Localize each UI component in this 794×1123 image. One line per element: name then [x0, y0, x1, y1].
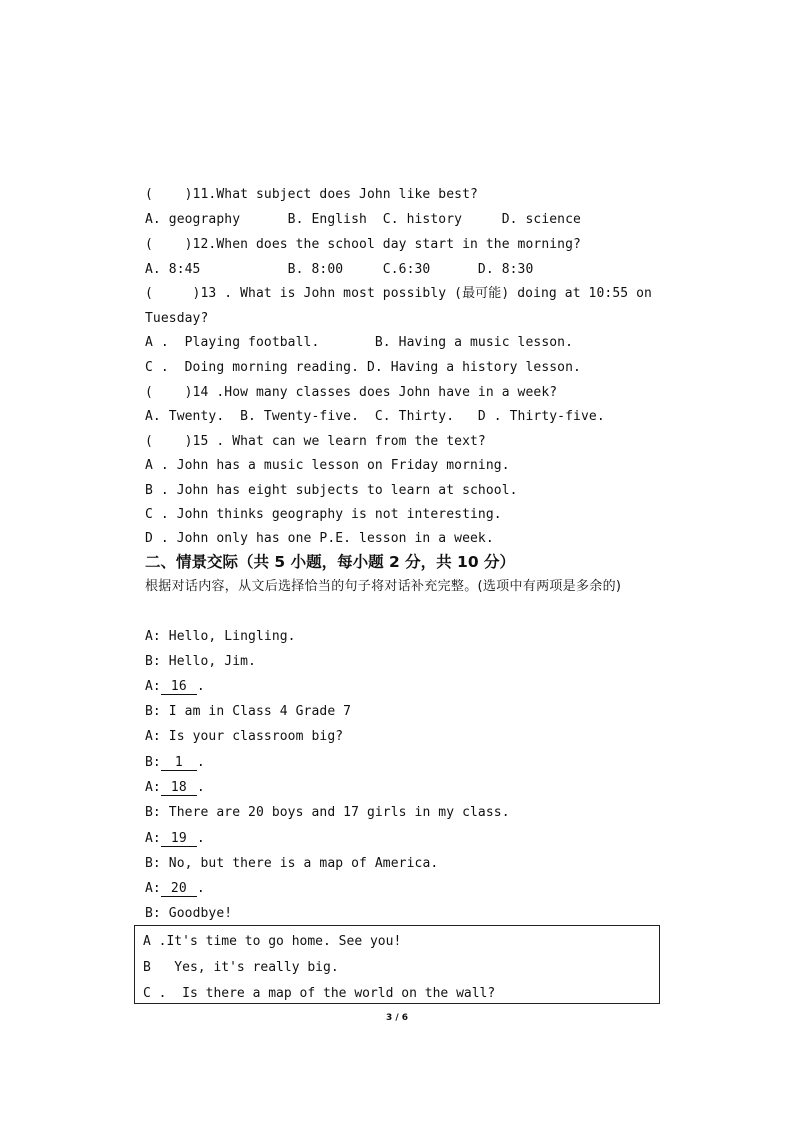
question-11-options: A. geography B. English C. history D. science [145, 212, 581, 227]
question-15-option-b: B . John has eight subjects to learn at school. [145, 483, 518, 498]
section-2-heading: 二、情景交际（共 5 小题，每小题 2 分，共 10 分） [145, 553, 516, 571]
dialogue-line: A: Is your classroom big? [145, 729, 344, 744]
dialogue-line: A: 19 . [145, 831, 205, 846]
answer-options-box [134, 925, 660, 1004]
question-12-options: A. 8:45 B. 8:00 C.6:30 D. 8:30 [145, 262, 534, 277]
question-15-stem: ( )15 . What can we learn from the text? [145, 434, 486, 449]
question-15-option-c: C . John thinks geography is not interesting. [145, 507, 502, 522]
answer-blank-17[interactable]: 1 [161, 756, 197, 771]
question-13-options-ab: A . Playing football. B. Having a music lesson. [145, 335, 574, 350]
dialogue-line: B: No, but there is a map of America. [145, 856, 439, 871]
answer-blank-16[interactable]: 16 [161, 680, 197, 695]
dialogue-line: A: 18 . [145, 780, 205, 795]
dialogue-line: A: Hello, Lingling. [145, 629, 296, 644]
question-14-options: A. Twenty. B. Twenty-five. C. Thirty. D . Thirty-five. [145, 409, 605, 424]
dialogue-line: A: 20 . [145, 881, 205, 896]
answer-blank-18[interactable]: 18 [161, 781, 197, 796]
question-15-option-a: A . John has a music lesson on Friday morning. [145, 458, 510, 473]
question-13-stem: ( )13 . What is John most possibly (最可能) doing at 10:55 on [145, 286, 652, 301]
dialogue-line: B: Hello, Jim. [145, 654, 256, 669]
answer-blank-19[interactable]: 19 [161, 832, 197, 847]
answer-option-b: B Yes, it's really big. [143, 960, 339, 975]
section-2-instructions: 根据对话内容，从文后选择恰当的句子将对话补充完整。(选项中有两项是多余的) [145, 579, 622, 594]
page-number: 3 / 6 [385, 1013, 409, 1023]
dialogue-line: B: There are 20 boys and 17 girls in my class. [145, 805, 510, 820]
dialogue-line: B: Goodbye! [145, 906, 233, 921]
dialogue-line: B: I am in Class 4 Grade 7 [145, 704, 352, 719]
question-15-option-d: D . John only has one P.E. lesson in a week. [145, 531, 494, 546]
question-14-stem: ( )14 .How many classes does John have in a week? [145, 385, 558, 400]
question-13-stem-cont: Tuesday? [145, 311, 209, 326]
question-11-stem: ( )11.What subject does John like best? [145, 187, 478, 202]
question-12-stem: ( )12.When does the school day start in the morning? [145, 237, 581, 252]
answer-option-a: A .It's time to go home. See you! [143, 934, 402, 949]
answer-blank-20[interactable]: 20 [161, 882, 197, 897]
dialogue-line: B: 1 . [145, 755, 205, 770]
answer-option-c: C . Is there a map of the world on the wall? [143, 986, 496, 1001]
question-13-options-cd: C . Doing morning reading. D. Having a history lesson. [145, 360, 581, 375]
dialogue-line: A: 16 . [145, 679, 205, 694]
